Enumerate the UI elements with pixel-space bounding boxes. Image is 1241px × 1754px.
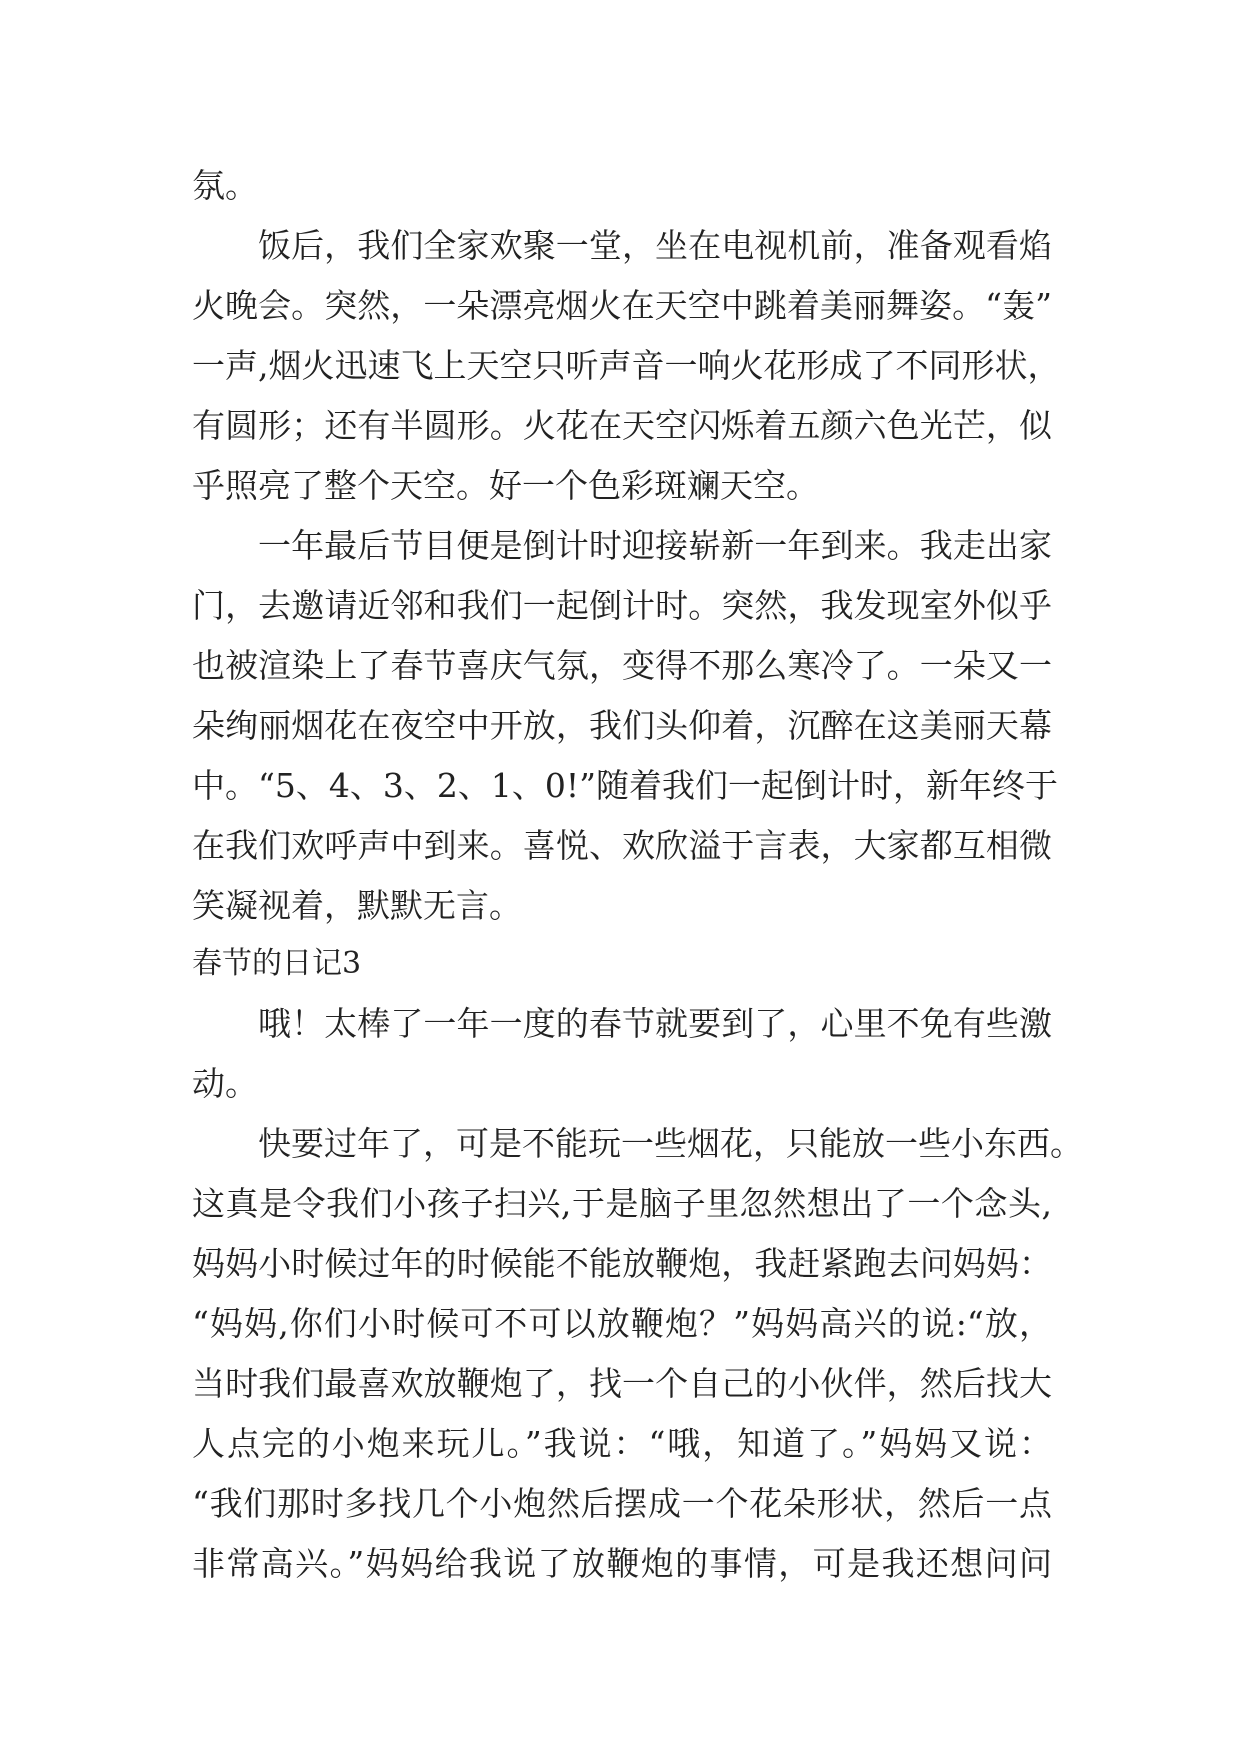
paragraph-line: 妈妈小时候过年的时候能不能放鞭炮，我赶紧跑去问妈妈：: [192, 1244, 1052, 1283]
paragraph-line: 笑凝视着，默默无言。: [192, 886, 522, 925]
paragraph-line: 中。“5、4、3、2、1、0!”随着我们一起倒计时，新年终于: [192, 766, 1058, 805]
paragraph-line: 一年最后节目便是倒计时迎接崭新一年到来。我走出家: [258, 526, 1052, 565]
paragraph-line: 也被渲染上了春节喜庆气氛，变得不那么寒冷了。一朵又一: [192, 646, 1052, 685]
paragraph-line: 在我们欢呼声中到来。喜悦、欢欣溢于言表，大家都互相微: [192, 826, 1052, 865]
paragraph-tail-line: 氛。: [192, 166, 258, 205]
paragraph-line: 非常高兴。”妈妈给我说了放鞭炮的事情，可是我还想问问: [192, 1544, 1052, 1583]
paragraph-line: 哦！太棒了一年一度的春节就要到了，心里不免有些激: [258, 1004, 1052, 1043]
paragraph-line: 当时我们最喜欢放鞭炮了，找一个自己的小伙伴，然后找大: [192, 1364, 1052, 1403]
paragraph-line: “我们那时多找几个小炮然后摆成一个花朵形状，然后一点: [192, 1484, 1052, 1523]
paragraph-line: 快要过年了，可是不能玩一些烟花，只能放一些小东西。: [258, 1124, 1083, 1163]
paragraph-line: 火晚会。突然，一朵漂亮烟火在天空中跳着美丽舞姿。“轰”: [192, 286, 1052, 325]
paragraph-line: 这真是令我们小孩子扫兴,于是脑子里忽然想出了一个念头,: [192, 1184, 1052, 1223]
paragraph-line: 朵绚丽烟花在夜空中开放，我们头仰着，沉醉在这美丽天幕: [192, 706, 1052, 745]
paragraph-line: 门，去邀请近邻和我们一起倒计时。突然，我发现室外似乎: [192, 586, 1052, 625]
paragraph-line: 有圆形；还有半圆形。火花在天空闪烁着五颜六色光芒，似: [192, 406, 1052, 445]
section-title: 春节的日记3: [192, 946, 362, 981]
paragraph-line: 人点完的小炮来玩儿。”我说：“哦，知道了。”妈妈又说：: [192, 1424, 1052, 1463]
paragraph-line: 饭后，我们全家欢聚一堂，坐在电视机前，准备观看焰: [258, 226, 1052, 265]
paragraph-line: 动。: [192, 1064, 258, 1103]
paragraph-line: 一声,烟火迅速飞上天空只听声音一响火花形成了不同形状，: [192, 346, 1061, 385]
paragraph-line: “妈妈,你们小时候可不可以放鞭炮？”妈妈高兴的说:“放，: [192, 1304, 1052, 1343]
paragraph-line: 乎照亮了整个天空。好一个色彩斑斓天空。: [192, 466, 819, 505]
